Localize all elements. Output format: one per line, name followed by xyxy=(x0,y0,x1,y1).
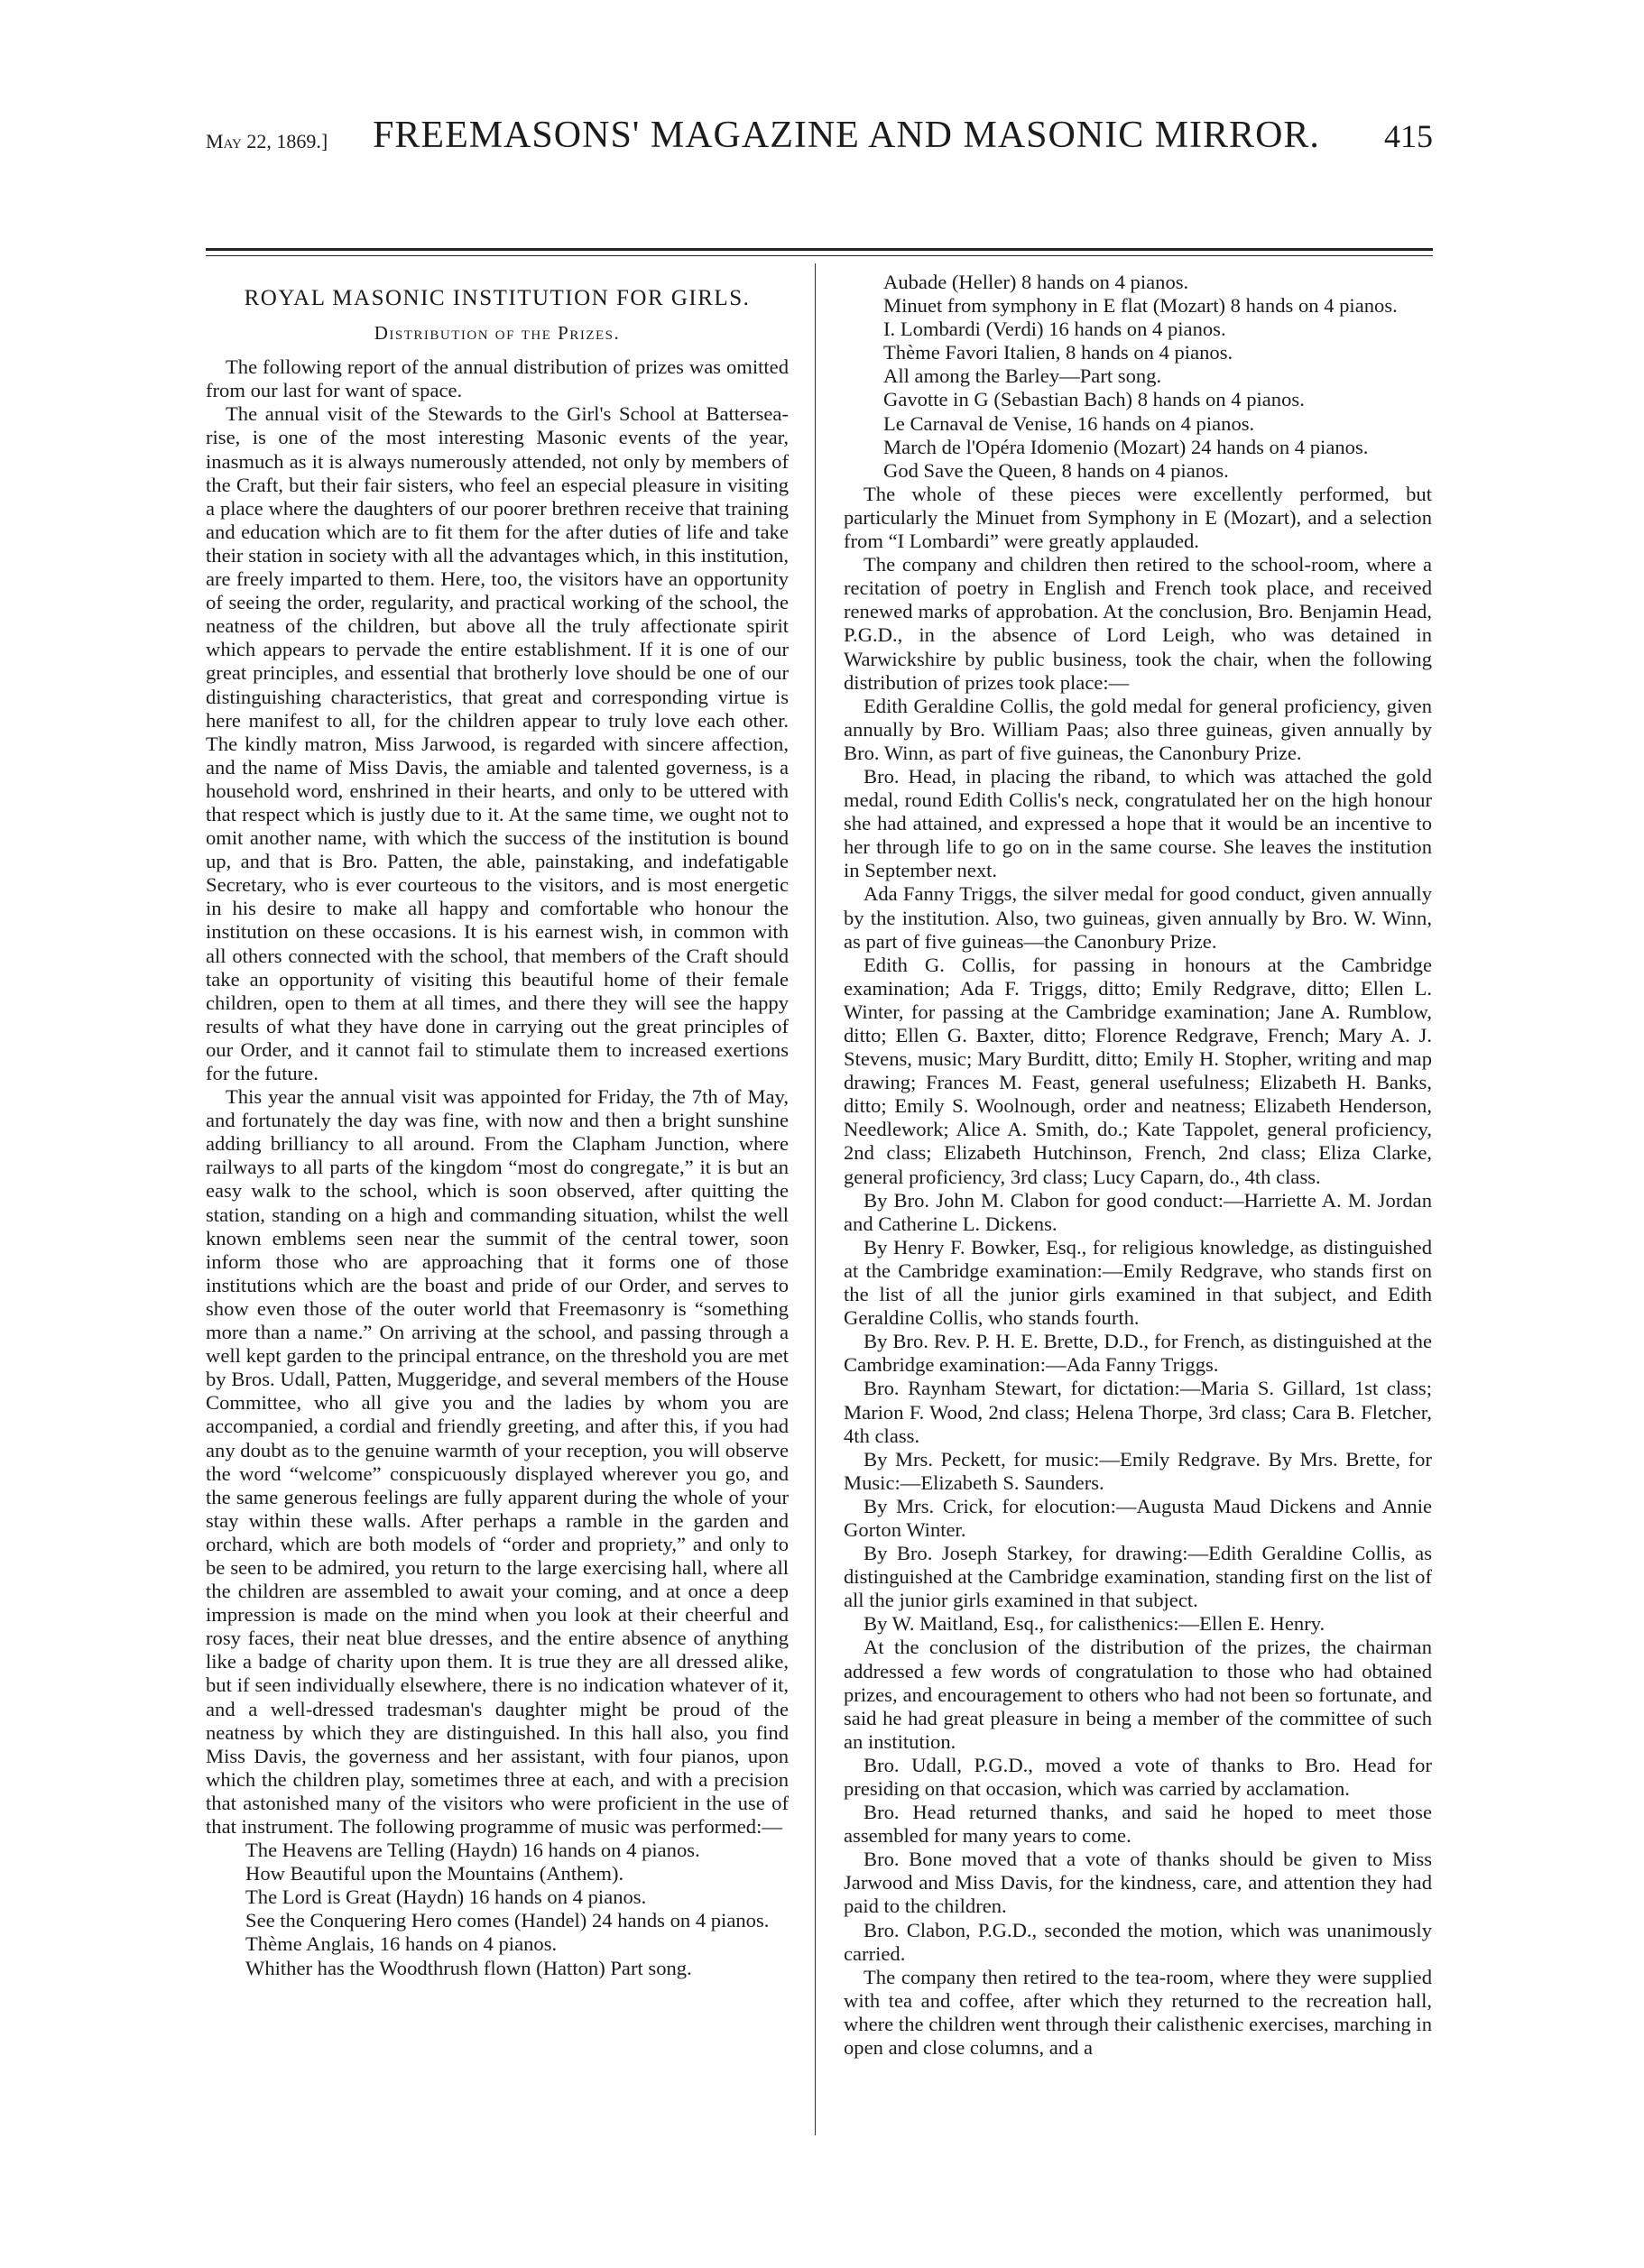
header-rule-thick xyxy=(206,248,1433,251)
program-item: Whither has the Woodthrush flown (Hatton) Part song. xyxy=(245,1956,692,1979)
paragraph: By Bro. Joseph Starkey, for drawing:—Edith Geraldine Collis, as distinguished at the Cambridge examination, standing first on the list of all the junior girls examined in that subject. xyxy=(844,1542,1432,1612)
paragraph: By Mrs. Crick, for elocution:—Augusta Maud Dickens and Annie Gorton Winter. xyxy=(844,1494,1432,1541)
article-title: ROYAL MASONIC INSTITUTION FOR GIRLS. xyxy=(244,286,751,310)
paragraph: At the conclusion of the distribution of the prizes, the chairman addressed a few words of congratulation to those who had obtained prizes, and encouragement to others who had not been so fortunate, and said he had great pleasure in being a member of the committee of such an institution. xyxy=(844,1636,1432,1753)
magazine-title: FREEMASONS' MAGAZINE AND MASONIC MIRROR. xyxy=(373,115,1320,156)
paragraph: Ada Fanny Triggs, the silver medal for good conduct, given annually by the institution. Also, two guineas, given annually by Bro. W. Winn, as part of five guineas—the Canonbury Prize. xyxy=(844,882,1432,953)
column-left xyxy=(206,271,789,1980)
paragraph: Bro. Head returned thanks, and said he hoped to meet those assembled for many years to come. xyxy=(844,1801,1432,1848)
paragraph: The company and children then retired to the school-room, where a recitation of poetry in English and French took place, and received renewed marks of approbation. At the conclusion, Bro. Benjamin Head, P.G.D., in the absence of Lord Leigh, who was detained in Warwickshire by public business, took the chair, when the following distribution of prizes took place:— xyxy=(844,553,1432,694)
paragraph: By W. Maitland, Esq., for calisthenics:—Ellen E. Henry. xyxy=(864,1612,1325,1636)
program-item: Thème Anglais, 16 hands on 4 pianos. xyxy=(245,1932,558,1956)
article-subtitle: Distribution of the Prizes. xyxy=(374,322,621,345)
paragraph: By Mrs. Peckett, for music:—Emily Redgrave. By Mrs. Brette, for Music:—Elizabeth S. Saunders. xyxy=(844,1447,1432,1494)
paragraph: The annual visit of the Stewards to the Girl's School at Battersea-rise, is one of the most interesting Masonic events of the year, inasmuch as it is always numerously attended, not only by members of the Craft, but their fair sisters, who feel an especial pleasure in visiting a place where the daughters of our poorer brethren receive that training and education which are to fit them for the after duties of life and take their station in society with all the advantages which, in this institution, are freely imparted to them. Here, too, the visitors have an opportunity of seeing the order, regularity, and practical working of the school, the neatness of the children, but above all the truly affectionate spirit which appears to pervade the entire establishment. If it is one of our great principles, and essential that brotherly love should be one of our distinguishing characteristics, that great and corresponding virtue is here manifest to all, for the children appear to truly love each other. The kindly matron, Miss Jarwood, is regarded with sincere affection, and the name of Miss Davis, the amiable and talented governess, is a household word, enshrined in their hearts, and only to be uttered with that respect which is justly due to it. At the same time, we ought not to omit another name, with which the success of the institution is bound up, and that is Bro. Patten, the able, painstaking, and indefatigable Secretary, who is ever courteous to the visitors, and is most energetic in his desire to make all happy and comfortable who honour the institution on these occasions. It is his earnest wish, in common with all others connected with the school, that members of the Craft should take an opportunity of visiting this beautiful home of their female children, open to them at all times, and there they will see the happy results of what they have done in carrying out the great principles of our Order, and it cannot fail to stimulate them to increased exertions for the future. xyxy=(206,402,789,1084)
column-divider xyxy=(815,263,816,2135)
program-item: Minuet from symphony in E flat (Mozart) 8 hands on 4 pianos. xyxy=(883,294,1398,318)
header-rule-thin xyxy=(206,255,1433,256)
paragraph: Edith G. Collis, for passing in honours at the Cambridge examination; Ada F. Triggs, ditto; Emily Redgrave, ditto; Ellen L. Winter, for passing at the Cambridge examination; Jane A. Rumblow, ditto; Ellen G. Baxter, ditto; Florence Redgrave, French; Mary A. J. Stevens, music; Mary Burditt, ditto; Emily H. Stopher, writing and map drawing; Frances M. Feast, general usefulness; Elizabeth H. Banks, ditto; Emily S. Woolnough, order and neatness; Elizabeth Henderson, Needlework; Alice A. Smith, do.; Kate Tappolet, general proficiency, 2nd class; Elizabeth Hutchinson, French, 2nd class; Eliza Clarke, general proficiency, 3rd class; Lucy Caparn, do., 4th class. xyxy=(844,953,1432,1188)
issue-date: May 22, 1869.] xyxy=(206,130,328,152)
paragraph: By Bro. Rev. P. H. E. Brette, D.D., for French, as distinguished at the Cambridge examination:—Ada Fanny Triggs. xyxy=(844,1330,1432,1377)
column-right xyxy=(844,271,1432,2060)
program-item: How Beautiful upon the Mountains (Anthem). xyxy=(245,1862,624,1885)
paragraph: Bro. Clabon, P.G.D., seconded the motion, which was unanimously carried. xyxy=(844,1918,1432,1965)
program-item: I. Lombardi (Verdi) 16 hands on 4 pianos. xyxy=(883,318,1226,341)
paragraph: By Bro. John M. Clabon for good conduct:—Harriette A. M. Jordan and Catherine L. Dickens. xyxy=(844,1188,1432,1235)
paragraph: By Henry F. Bowker, Esq., for religious knowledge, as distinguished at the Cambridge examination:—Emily Redgrave, who stands first on the list of all the junior girls examined in that subject, and Edith Geraldine Collis, who stands fourth. xyxy=(844,1235,1432,1330)
paragraph: Bro. Udall, P.G.D., moved a vote of thanks to Bro. Head for presiding on that occasion, which was carried by acclamation. xyxy=(844,1753,1432,1800)
program-item: The Lord is Great (Haydn) 16 hands on 4 pianos. xyxy=(245,1885,647,1909)
program-item: Thème Favori Italien, 8 hands on 4 pianos. xyxy=(883,341,1233,364)
paragraph: The whole of these pieces were excellently performed, but particularly the Minuet from Symphony in E (Mozart), and a selection from “I Lombardi” were greatly applauded. xyxy=(844,482,1432,553)
paragraph: Bro. Raynham Stewart, for dictation:—Maria S. Gillard, 1st class; Marion F. Wood, 2nd class; Helena Thorpe, 3rd class; Cara B. Fletcher, 4th class. xyxy=(844,1377,1432,1447)
program-item: The Heavens are Telling (Haydn) 16 hands on 4 pianos. xyxy=(245,1839,700,1862)
paragraph: Edith Geraldine Collis, the gold medal for general proficiency, given annually by Bro. William Paas; also three guineas, given annually by Bro. Winn, as part of five guineas, the Canonbury Prize. xyxy=(844,694,1432,764)
program-item: All among the Barley—Part song. xyxy=(883,364,1162,388)
program-item: March de l'Opéra Idomenio (Mozart) 24 hands on 4 pianos. xyxy=(883,435,1369,458)
program-item: Aubade (Heller) 8 hands on 4 pianos. xyxy=(883,271,1189,293)
paragraph: Bro. Bone moved that a vote of thanks should be given to Miss Jarwood and Miss Davis, for the kindness, care, and attention they had paid to the children. xyxy=(844,1848,1432,1918)
paragraph: The company then retired to the tea-room, where they were supplied with tea and coffee, after which they returned to the recreation hall, where the children went through their calisthenic exercises, marching in open and close columns, and a xyxy=(844,1965,1432,2060)
paragraph: This year the annual visit was appointed for Friday, the 7th of May, and fortunately the day was fine, with now and then a bright sunshine adding brilliancy to all around. From the Clapham Junction, where railways to all parts of the kingdom “most do congregate,” it is but an easy walk to the school, which is soon observed, after quitting the station, standing on a high and commanding situation, whilst the well known emblems seen near the summit of the central tower, soon inform those who are approaching that it forms one of those institutions which are the boast and pride of our Order, and serves to show even those of the outer world that Freemasonry is “something more than a name.” On arriving at the school, and passing through a well kept garden to the principal entrance, on the threshold you are met by Bros. Udall, Patten, Muggeridge, and several members of the House Committee, who all give you and the ladies by whom you are accompanied, a cordial and friendly greeting, and after this, if you had any doubt as to the genuine warmth of your reception, you will observe the word “welcome” conspicuously displayed wherever you go, and the same generous feelings are fully apparent during the whole of your stay within these walls. After perhaps a ramble in the garden and orchard, which are both models of “order and propriety,” and only to be seen to be admired, you return to the large exercising hall, where all the children are assembled to await your coming, and at once a deep impression is made on the mind when you look at their cheerful and rosy faces, their neat blue dresses, and the entire absence of anything like a badge of charity upon them. It is true they are all dressed alike, but if seen individually elsewhere, there is no indication whatever of it, and a well-dressed tradesman's daughter might be proud of the neatness by which they are distinguished. In this hall also, you find Miss Davis, the governess and her assistant, with four pianos, upon which the children play, sometimes three at each, and with a precision that astonished many of the visitors who were proficient in the use of that instrument. The following programme of music was performed:— xyxy=(206,1085,789,1838)
paragraph: Bro. Head, in placing the riband, to which was attached the gold medal, round Edith Collis's neck, congratulated her on the high honour she had attained, and expressed a hope that it would be an incentive to her through life to go on in the same course. She leaves the institution in September next. xyxy=(844,764,1432,882)
page-header xyxy=(206,106,1433,161)
page-number: 415 xyxy=(1384,118,1433,154)
paragraph: The following report of the annual distribution of prizes was omitted from our last for want of space. xyxy=(206,355,789,402)
program-item: God Save the Queen, 8 hands on 4 pianos. xyxy=(883,458,1229,482)
program-item: See the Conquering Hero comes (Handel) 24 hands on 4 pianos. xyxy=(245,1909,770,1932)
program-item: Gavotte in G (Sebastian Bach) 8 hands on 4 pianos. xyxy=(883,388,1305,411)
program-item: Le Carnaval de Venise, 16 hands on 4 pianos. xyxy=(883,411,1255,435)
